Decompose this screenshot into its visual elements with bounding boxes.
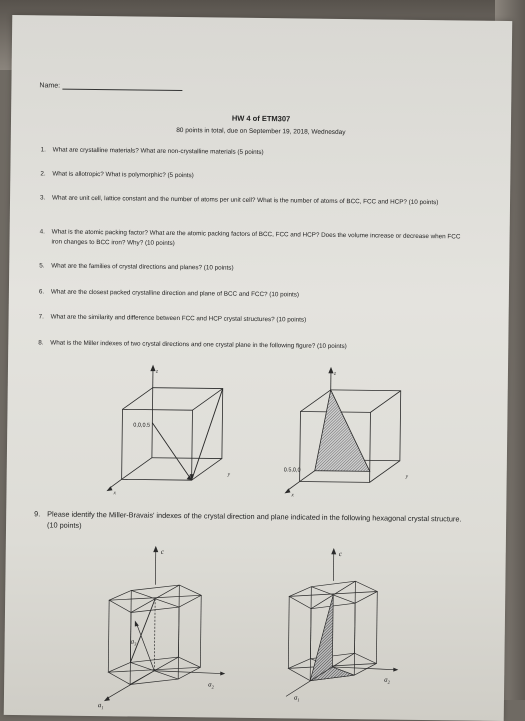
question-4 xyxy=(39,227,469,252)
page-title: HW 4 of ETM307 xyxy=(11,111,511,126)
homework-sheet xyxy=(4,15,513,721)
a3-axis-label: $a_3$ xyxy=(131,637,138,646)
point-coordinate-label: 0,0,0.5 xyxy=(133,422,150,428)
c-axis-arrowhead xyxy=(154,547,158,552)
z-axis-arrowhead xyxy=(329,368,333,373)
question-text: What are the closest packed crystalline direction and plane of BCC and FCC? (10 points) xyxy=(51,287,469,302)
question-number: 6. xyxy=(39,287,44,297)
a3-axis-arrowhead xyxy=(135,621,139,627)
a2-axis-line xyxy=(332,667,394,670)
direction-vector xyxy=(130,598,155,662)
question-text: What are crystalline materials? What are non-crystalline materials (5 points) xyxy=(53,145,471,160)
question-number: 4. xyxy=(40,227,45,237)
question-7 xyxy=(39,312,469,327)
question-9 xyxy=(34,508,464,535)
cube-left-svg xyxy=(96,361,238,498)
hex-figure-left xyxy=(96,544,258,711)
question-6 xyxy=(39,287,469,302)
question-number: 1. xyxy=(41,145,46,155)
name-label: Name: xyxy=(39,82,60,89)
question-number: 2. xyxy=(40,169,45,179)
question-text: What is the atomic packing factor? What are the atomic packing factors of BCC, FCC and HCP? Does the volume increase or decrease when FCC iron changes to BCC iron? Why? (10 points) xyxy=(51,227,469,252)
cube-edge xyxy=(122,457,152,479)
c-axis-label: c xyxy=(161,548,165,556)
point-coordinate-label: 0.5,0,0 xyxy=(284,467,301,473)
c-axis-label: c xyxy=(339,550,343,558)
a1-axis-label: $a_1$ xyxy=(98,701,104,710)
question-number: 3. xyxy=(40,193,45,203)
question-number: 7. xyxy=(39,312,44,322)
a3-axis-line xyxy=(136,625,155,671)
a2-axis-label: $a_2$ xyxy=(384,676,391,685)
cube-front-face xyxy=(122,409,193,480)
question-8 xyxy=(38,338,468,353)
cube-edge xyxy=(370,390,400,412)
x-axis-label: x xyxy=(112,490,116,496)
question-number: 9. xyxy=(34,508,40,519)
hex-figure-right xyxy=(266,546,418,708)
name-field xyxy=(39,81,182,91)
a2-axis-label: $a_2$ xyxy=(208,680,215,689)
question-2 xyxy=(40,169,470,184)
direction-vector-right xyxy=(192,388,223,480)
cube-back-face xyxy=(152,388,223,459)
z-axis-label: z xyxy=(155,369,159,375)
hex-right-svg xyxy=(266,546,418,708)
question-3 xyxy=(40,193,470,208)
y-axis-label: y xyxy=(405,474,409,480)
a2-axis-line xyxy=(154,671,221,674)
question-text: What are unit cell, lattice constant and the number of atoms per unit cell? What is the number of atoms of BCC, FCC and HCP? (10 points) xyxy=(52,193,470,208)
cube-figure-right xyxy=(274,363,416,500)
question-text: Please identify the Miller-Bravais' indexes of the crystal direction and plane indicated in the following hexagonal crystal structure. (10 points) xyxy=(47,508,464,535)
x-axis-line xyxy=(110,479,122,488)
question-text: What is the Miller indexes of two crystal directions and one crystal plane in the following figure? (10 points) xyxy=(50,338,468,353)
question-text: What are the similarity and difference between FCC and HCP crystal structures? (10 points) xyxy=(51,312,469,327)
cube-figure-left xyxy=(96,361,238,498)
question-1 xyxy=(41,145,471,160)
question-number: 8. xyxy=(38,338,43,348)
hex-left-svg xyxy=(96,544,258,711)
page-subtitle: 80 points in total, due on September 19, 2018, Wednesday xyxy=(11,125,511,138)
z-axis-arrowhead xyxy=(151,366,155,371)
y-axis-label: y xyxy=(227,472,231,478)
cube-edge xyxy=(192,458,222,480)
question-text: What are the families of crystal directions and planes? (10 points) xyxy=(51,261,469,276)
a2-axis-arrowhead xyxy=(220,672,225,676)
name-blank-line xyxy=(62,82,182,91)
question-text: What is allotropic? What is polymorphic? (5 points) xyxy=(52,169,470,184)
cube-edge xyxy=(192,388,222,410)
x-axis-line xyxy=(288,481,300,490)
cube-edge xyxy=(300,390,330,412)
a2-axis-arrowhead xyxy=(393,668,398,672)
question-5 xyxy=(39,261,469,276)
direction-vector-left xyxy=(152,423,193,480)
cube-edge xyxy=(370,460,400,482)
cube-right-svg xyxy=(274,363,416,500)
c-axis-arrowhead xyxy=(332,549,336,554)
cube-edge xyxy=(122,387,152,409)
shaded-crystal-plane xyxy=(315,390,371,472)
question-number: 5. xyxy=(39,261,44,271)
a1-axis-arrowhead xyxy=(104,696,110,701)
x-axis-label: x xyxy=(290,492,294,498)
a1-axis-label: $a_1$ xyxy=(294,693,300,702)
z-axis-label: z xyxy=(333,371,337,377)
